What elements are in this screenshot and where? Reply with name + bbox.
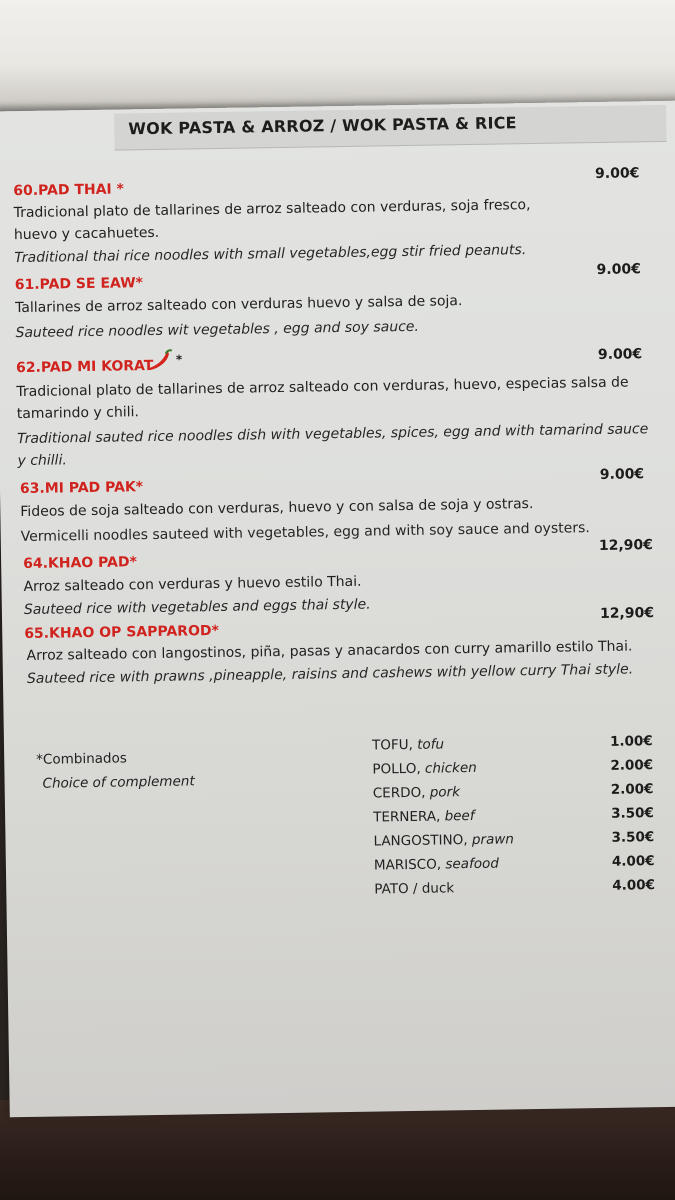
extra-price: 4.00€ xyxy=(611,853,655,870)
dish-description-en: Sauteed rice with prawns ,pineapple, raisins and cashews with yellow curry Thai style. xyxy=(26,661,634,687)
extra-item: LANGOSTINO, prawn xyxy=(373,831,515,850)
dish-price: 12,90€ xyxy=(598,537,654,554)
dish-name: 62.PAD MI KORAT xyxy=(15,357,154,377)
dish-description-en: Traditional sauted rice noodles dish with vegetables, spices, egg and with tamarind sauce y chilli. xyxy=(17,421,649,470)
dish-price: 9.00€ xyxy=(597,346,643,363)
extra-item: CERDO, pork xyxy=(372,784,461,802)
dish-description-es: Tradicional plato de tallarines de arroz salteado con verduras, huevo, especias salsa de tamarindo y chili. xyxy=(16,374,629,423)
dish-description-en: Sauteed rice noodles wit vegetables , egg and soy sauce. xyxy=(15,318,420,342)
dish-description-es: Tradicional plato de tallarines de arroz salteado con verduras, soja fresco, huevo y cacahuetes. xyxy=(13,197,531,244)
combinados-label: *Combinados xyxy=(36,750,127,768)
extra-price: 1.00€ xyxy=(609,733,653,750)
dish-name: 61.PAD SE EAW* xyxy=(14,275,144,294)
menu-page xyxy=(0,101,675,1118)
extra-price: 2.00€ xyxy=(610,781,654,798)
extra-item: TERNERA, beef xyxy=(373,807,475,826)
dish-price: 9.00€ xyxy=(594,165,640,182)
extra-item: TOFU, tofu xyxy=(371,736,445,754)
dish-name: 63.MI PAD PAK* xyxy=(19,479,144,498)
extra-price: 2.00€ xyxy=(610,757,654,774)
dish-description-en: Traditional thai rice noodles with small vegetables,egg stir fried peanuts. xyxy=(14,242,527,267)
section-title: WOK PASTA & ARROZ / WOK PASTA & RICE xyxy=(128,113,517,139)
dish-description-en: Vermicelli noodles sauteed with vegetables, egg and with soy sauce and oysters. xyxy=(20,520,590,546)
dish-description-es: Arroz salteado con langostinos, piña, pasas y anacardos con curry amarillo estilo Thai. xyxy=(26,638,633,664)
dish-name: 65.KHAO OP SAPPAROD* xyxy=(24,622,219,643)
dish-description-es: Tallarines de arroz salteado con verduras huevo y salsa de soja. xyxy=(15,293,463,317)
dish-description-en: Sauteed rice with vegetables and eggs thai style. xyxy=(23,596,371,619)
extra-item: PATO / duck xyxy=(374,880,455,898)
extra-price: 4.00€ xyxy=(612,877,656,894)
dish-name: 64.KHAO PAD* xyxy=(23,554,138,573)
chili-pepper-icon xyxy=(146,349,174,371)
dish-price: 9.00€ xyxy=(596,261,642,278)
extra-item: MARISCO, seafood xyxy=(373,855,499,874)
dish-description-es: Arroz salteado con verduras y huevo estilo Thai. xyxy=(23,573,362,596)
spicy-mark: * xyxy=(175,352,183,367)
dish-price: 12,90€ xyxy=(599,605,655,622)
dish-price: 9.00€ xyxy=(599,466,645,483)
extra-price: 3.50€ xyxy=(611,805,654,822)
extra-item: POLLO, chicken xyxy=(372,759,477,778)
extra-price: 3.50€ xyxy=(611,829,655,846)
dish-description-es: Fideos de soja salteado con verduras, huevo y con salsa de soja y ostras. xyxy=(20,495,534,521)
complement-label: Choice of complement xyxy=(42,773,195,792)
dish-name: 60.PAD THAI * xyxy=(13,181,125,200)
